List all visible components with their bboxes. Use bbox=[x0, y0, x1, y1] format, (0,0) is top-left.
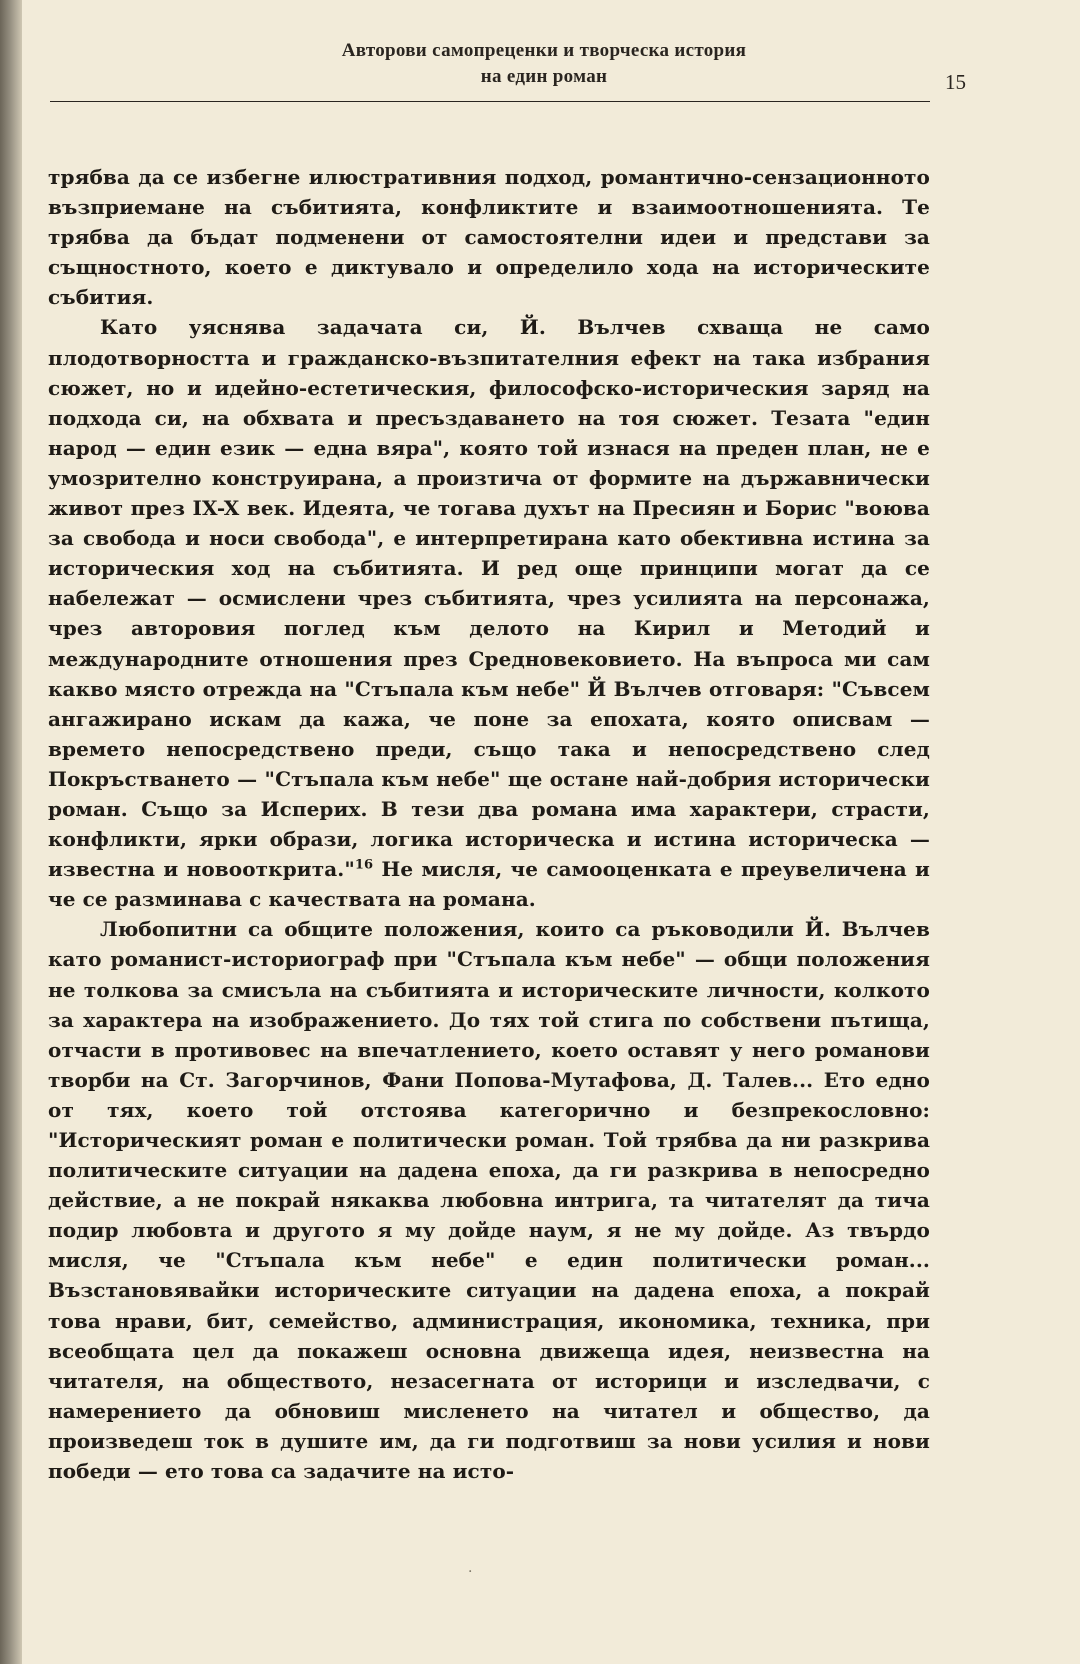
running-head-line-2: на един роман bbox=[480, 66, 608, 87]
running-head bbox=[44, 38, 1044, 94]
paragraph-1: трябва да се избегне илюстративния подход, романтично-сензационното възприемане на събитията, конфликтите и взаимоотношенията. Те трябва да бъдат подменени от самостоятелни идеи и представи за същностното, което е диктувало и определило хода на историческите събития. bbox=[48, 165, 930, 310]
footnote-marker: 16 bbox=[354, 857, 374, 873]
header-rule bbox=[50, 101, 930, 102]
body-text bbox=[48, 162, 930, 1486]
book-page bbox=[44, 0, 1044, 1664]
paragraph-3: Любопитни са общите положения, които са ръководили Й. Вълчев като романист-историограф при "Стъпала към небе" — общи положения не толкова за смисъла на събитията и историческите личности, колкото за характера на изображението. До тях той стига по собствени пътища, отчасти в противовес на впечатлението, което оставят у него романови творби на Ст. Загорчинов, Фани Попова-Мутафова, Д. Талев... Ето едно от тях, което той отстоява категорично и безпрекословно: "Историческият роман е политически роман. Той трябва да ни разкрива политическите ситуации на дадена епоха, да ги разкрива в непосредно действие, а не покрай някаква любовна интрига, та читателят да тича подир любовта и другото я му дойде наум, я не му дойде. Аз твърдо мисля, че "Стъпала към небе" е един политически роман... Възстановявайки историческите ситуации на дадена епоха, а покрай това нрави, бит, семейство, администрация, икономика, техника, при всеобщата цел да покажеш основна движеща идея, неизвестна на читателя, на обществото, незасегната от историци и изследвачи, с намерението да обновиш мисленето на читател и общество, да произведеш ток в душите им, да ги подготвиш за нови усилия и нови победи — ето това са задачите на исто- bbox=[48, 917, 930, 1484]
paragraph-2-continuation: Не мисля, че самооценката е преувеличена и че се разминава с качествата на романа. bbox=[48, 857, 930, 912]
running-head-line-1: Авторови самопреценки и творческа история bbox=[341, 40, 747, 61]
running-head-title bbox=[104, 38, 984, 90]
book-spine-shadow bbox=[0, 0, 22, 1664]
paragraph-2-text: Като уяснява задачата си, Й. Вълчев схваща не само плодотворността и гражданско-възпитателния ефект на така избрания сюжет, но и идейно-естетическия, философско-историческия заряд на подхода си, на обхвата и пресъздаването на тоя сюжет. Тезата "един народ — един език — една вяра", която той изнася на преден план, не е умозрително конструирана, а произтича от формите на държавнически живот през IX-X век. Идеята, че тогава духът на Пресиян и Борис "воюва за свобода и носи свобода", е интерпретирана като обективна истина за историческия ход на събитията. И ред още принципи могат да се набележат — осмислени чрез събитията, чрез усилията на персонажа, чрез авторовия поглед към делото на Кирил и Методий и международните отношения през Средновековието. На въпроса ми сам какво място отрежда на "Стъпала към небе" Й Вълчев отговаря: "Съвсем ангажирано искам да кажа, че поне за епохата, която описвам — времето непосредствено преди, също така и непосредствено след Покръстването — "Стъпала към небе" ще остане най-добрия исторически роман. Също за Исперих. В тези два романа има характери, страсти, конфликти, ярки образи, логика историческа и истина историческа — известна и новооткрита." bbox=[48, 315, 930, 882]
page-number: 15 bbox=[945, 70, 966, 94]
page-speck: · bbox=[468, 1564, 473, 1580]
paragraph-2 bbox=[48, 312, 930, 914]
